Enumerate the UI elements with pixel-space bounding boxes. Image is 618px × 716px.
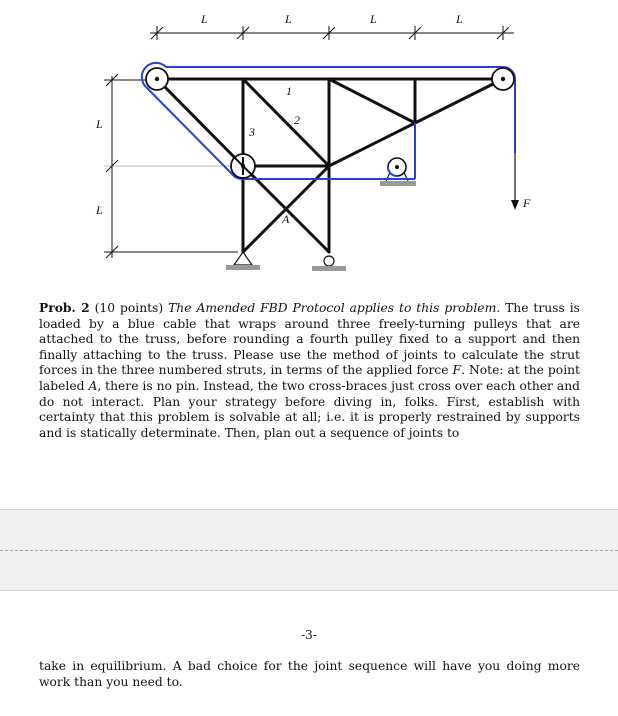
- pulley-top-right: [492, 68, 514, 90]
- left-dimension-line: [104, 74, 238, 258]
- var-f: F: [452, 363, 462, 378]
- page-break: [0, 509, 618, 591]
- point-label-a: A: [282, 212, 290, 226]
- pulley-middle: [231, 154, 255, 178]
- member-label-1: 1: [286, 84, 292, 98]
- pulley-top-left: [146, 68, 168, 90]
- page-number: -3-: [301, 628, 317, 642]
- problem-statement: [39, 300, 580, 441]
- member-label-3: 3: [249, 125, 255, 139]
- continuation-text: take in equilibrium. A bad choice for the joint sequence will have you doing more work than you need to.: [39, 659, 580, 689]
- dim-label-left-2: L: [96, 203, 103, 217]
- dim-label-top-3: L: [370, 12, 377, 26]
- problem-body-1: The truss is loaded by a blue cable that wraps around three freely-turning pulleys that are attached to the truss, before rounding a fourth pulley fixed to a support and then finally attaching to the truss. Please use the method of joints to calculate the strut forces in the three numbered struts, in terms of the applied force: [39, 301, 580, 378]
- problem-title: The Amended FBD Protocol applies to this problem.: [168, 301, 501, 315]
- force-label: F: [523, 196, 531, 210]
- force-arrow: [511, 153, 519, 210]
- dim-label-top-2: L: [285, 12, 292, 26]
- problem-number: Prob. 2: [39, 300, 90, 315]
- truss-figure: [0, 0, 618, 290]
- support-roller-right: [312, 256, 346, 271]
- problem-points: (10 points): [94, 301, 164, 315]
- problem-body-2: . Note: at the point labeled: [39, 363, 580, 393]
- var-a: A: [88, 378, 98, 393]
- dim-label-top-4: L: [456, 12, 463, 26]
- dim-label-left-1: L: [96, 117, 103, 131]
- top-dimension-line: [150, 26, 514, 40]
- dim-label-top-1: L: [201, 12, 208, 26]
- problem-body-3: , there is no pin. Instead, the two cross-braces just cross over each other and do not interact. Plan your strategy before diving in, folks. First, establish with certainty that this problem is solvable at all; i.e. it is properly restrained by supports and is statically determinate. Then, plan out a sequence of joints to: [39, 378, 580, 440]
- page-break-divider: [0, 550, 618, 551]
- support-pin-left: [226, 252, 260, 270]
- member-label-2: 2: [294, 113, 300, 127]
